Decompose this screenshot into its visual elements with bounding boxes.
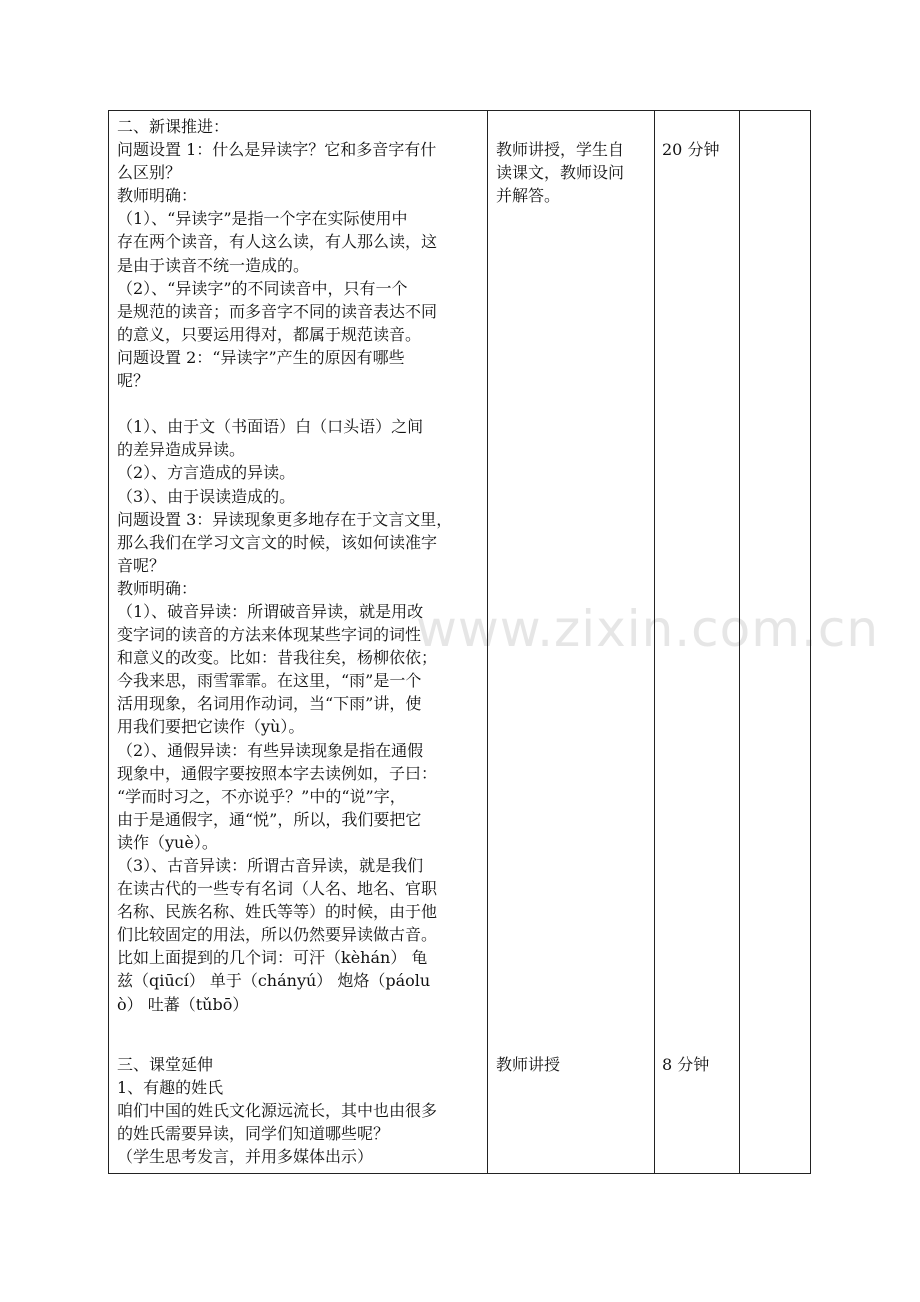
content-line: 是由于读音不统一造成的。	[117, 255, 310, 275]
content-line: 兹（qiūcí） 单于（chányú） 炮烙（páolu	[117, 971, 431, 991]
content-line: 音呢？	[117, 555, 166, 575]
content-line: （学生思考发言，并用多媒体出示）	[117, 1147, 374, 1167]
content-line: 的差异造成异读。	[117, 440, 246, 460]
content-line: 现象中，通假字要按照本字去读例如，子曰：	[117, 763, 438, 783]
method-line: 读课文，教师设问	[496, 163, 625, 183]
content-line: 们比较固定的用法，所以仍然要异读做古音。	[117, 925, 438, 945]
content-line: 那么我们在学习文言文的时候，该如何读准字	[117, 532, 438, 552]
content-line: 用我们要把它读作（yù）。	[117, 717, 305, 737]
content-line: （1）、“异读字”是指一个字在实际使用中	[117, 209, 408, 229]
method-line: 教师讲授，学生自	[496, 140, 625, 159]
content-line: 1、有趣的姓氏	[117, 1078, 224, 1098]
content-line: 和意义的改变。比如：昔我往矣，杨柳依依；	[117, 648, 438, 668]
content-line: （2）、方言造成的异读。	[117, 463, 296, 483]
watermark: www.zixin.com.cn	[416, 600, 880, 658]
content-line: ò） 吐蕃（tǔbō）	[117, 994, 249, 1014]
section2-time: 20 分钟	[662, 140, 720, 159]
content-line: 问题设置 1：什么是异读字？它和多音字有什	[117, 140, 437, 160]
content-line: 的意义，只要运用得对，都属于规范读音。	[117, 324, 422, 344]
content-line: 教师明确：	[117, 186, 198, 206]
content-line: 名称、民族名称、姓氏等等）的时候，由于他	[117, 902, 438, 922]
content-line: 比如上面提到的几个词：可汗（kèhán） 龟	[117, 948, 428, 968]
content-line: 么区别？	[117, 163, 182, 183]
content-line: （1）、由于文（书面语）白（口头语）之间	[117, 417, 424, 437]
content-line: 今我来思，雨雪霏霏。在这里，“雨”是一个	[117, 671, 422, 691]
content-line: （2）、通假异读：有些异读现象是指在通假	[117, 740, 424, 760]
content-line: 二、新课推进：	[117, 117, 230, 136]
content-line: 问题设置 2：“异读字”产生的原因有哪些	[117, 347, 405, 367]
column-divider	[654, 111, 655, 1173]
column-divider	[487, 111, 488, 1173]
content-line: 是规范的读音；而多音字不同的读音表达不同	[117, 301, 438, 321]
column-divider	[739, 111, 740, 1173]
content-line: 由于是通假字，通“悦”，所以，我们要把它	[117, 809, 422, 829]
content-line: 咱们中国的姓氏文化源远流长，其中也由很多	[117, 1101, 438, 1121]
content-line: 活用现象，名词用作动词，当“下雨”讲，使	[117, 694, 422, 714]
lesson-plan-table	[108, 110, 811, 1174]
section3-method: 教师讲授	[496, 1055, 561, 1074]
section3-time: 8 分钟	[662, 1055, 710, 1074]
content-line: （3）、由于误读造成的。	[117, 486, 296, 506]
method-line: 并解答。	[496, 186, 561, 206]
content-line: 存在两个读音，有人这么读，有人那么读，这	[117, 232, 438, 252]
content-line: （3）、古音异读：所谓古音异读，就是我们	[117, 856, 424, 875]
content-line: 的姓氏需要异读，同学们知道哪些呢？	[117, 1124, 390, 1144]
content-line: 在读古代的一些专有名词（人名、地名、官职	[117, 879, 438, 899]
content-line: （2）、“异读字”的不同读音中，只有一个	[117, 278, 408, 298]
content-line	[117, 392, 487, 415]
content-line: （1）、破音异读：所谓破音异读，就是用改	[117, 601, 424, 621]
section2-method	[496, 138, 656, 207]
content-line: 读作（yuè）。	[117, 832, 218, 852]
content-line: 问题设置 3：异读现象更多地存在于文言文里，	[117, 509, 453, 529]
content-line: “学而时习之，不亦说乎？”中的“说”字，	[117, 786, 406, 806]
section2-content	[117, 115, 487, 1016]
content-line: 教师明确：	[117, 578, 198, 598]
content-line: 变字词的读音的方法来体现某些字词的词性	[117, 625, 422, 645]
section3-content	[117, 1053, 487, 1168]
content-line: 呢？	[117, 371, 150, 391]
content-line: 三、课堂延伸	[117, 1055, 214, 1074]
